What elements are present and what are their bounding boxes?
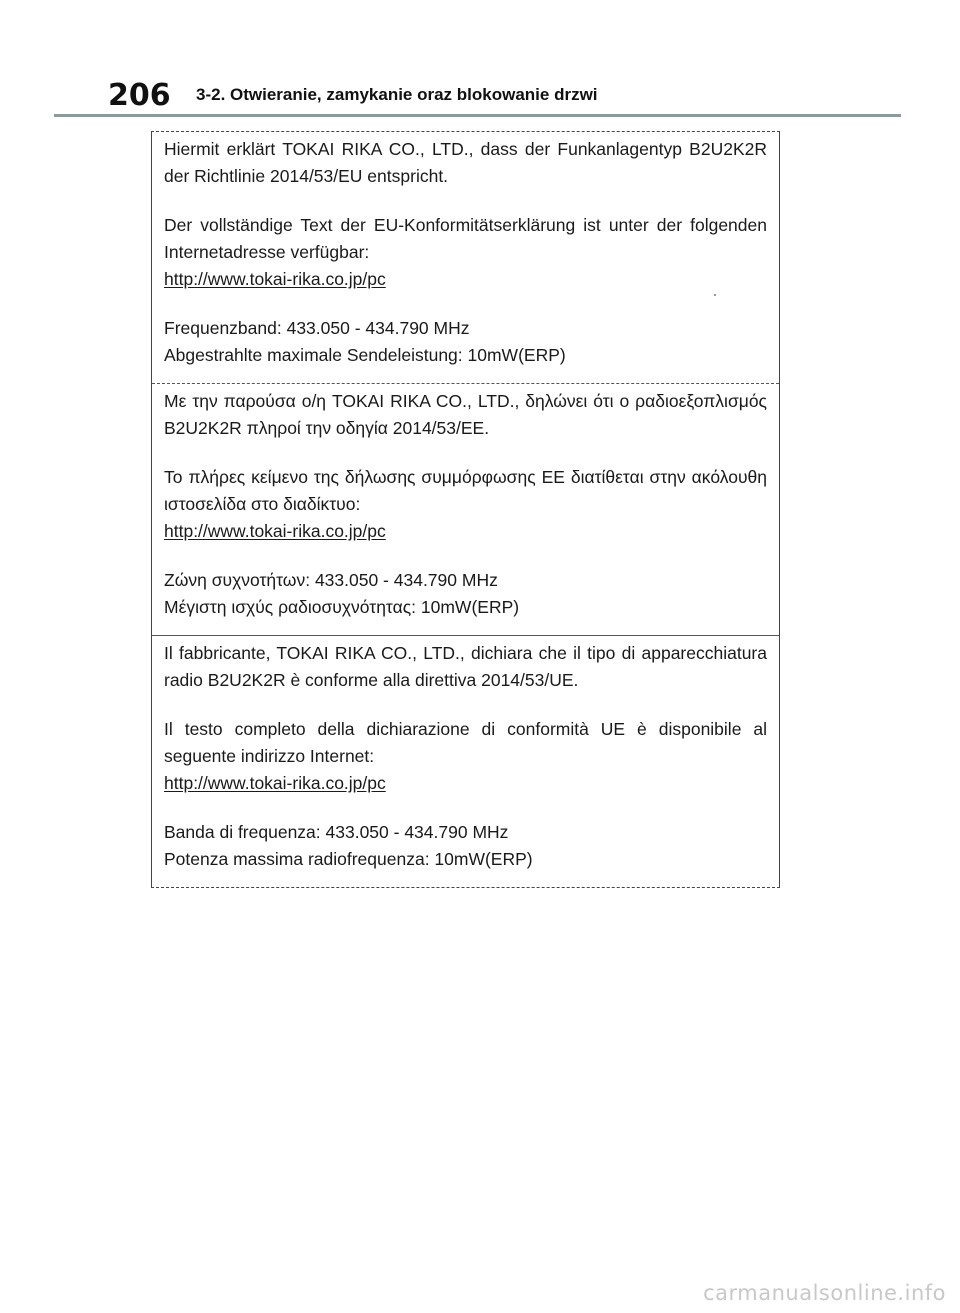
frequency-band-text: Ζώνη συχνοτήτων: 433.050 - 434.790 MHz [164,570,498,590]
max-power-text: Potenza massima radiofrequenza: 10mW(ERP) [164,849,533,869]
declaration-section-greek [152,383,779,635]
header-divider [54,114,901,117]
declaration-text: Il fabbricante, TOKAI RIKA CO., LTD., dichiara che il tipo di apparecchiatura radio B2U2K2R è conforme alla direttiva 2014/53/UE. [164,643,767,690]
declaration-text: Με την παρούσα ο/η TOKAI RIKA CO., LTD., δηλώνει ότι ο ραδιοεξοπλισμός B2U2K2R πληροί την οδηγία 2014/53/ΕΕ. [164,391,767,438]
availability-text: Il testo completo della dichiarazione di conformità UE è disponibile al seguente indirizzo Internet: [164,719,767,766]
declaration-url-link[interactable]: http://www.tokai-rika.co.jp/pc [164,521,386,541]
declaration-url-link[interactable]: http://www.tokai-rika.co.jp/pc [164,269,386,289]
section-title: 3-2. Otwieranie, zamykanie oraz blokowanie drzwi [196,85,598,104]
max-power-text: Abgestrahlte maximale Sendeleistung: 10mW(ERP) [164,345,566,365]
declaration-section-german [152,132,779,383]
scan-speck [714,294,716,296]
frequency-band-text: Frequenzband: 433.050 - 434.790 MHz [164,318,470,338]
eu-declaration-box [151,131,780,888]
declaration-url-link[interactable]: http://www.tokai-rika.co.jp/pc [164,773,386,793]
site-watermark: carmanualsonline.info [703,1281,946,1305]
availability-text: Το πλήρες κείμενο της δήλωσης συμμόρφωσης ΕΕ διατίθεται στην ακόλουθη ιστοσελίδα στο διαδίκτυο: [164,467,767,514]
frequency-band-text: Banda di frequenza: 433.050 - 434.790 MHz [164,822,509,842]
availability-text: Der vollständige Text der EU-Konformitätserklärung ist unter der folgenden Internetadresse verfügbar: [164,215,767,262]
max-power-text: Μέγιστη ισχύς ραδιοσυχνότητας: 10mW(ERP) [164,597,520,617]
page-header [108,78,598,112]
declaration-text: Hiermit erklärt TOKAI RIKA CO., LTD., dass der Funkanlagentyp B2U2K2R der Richtlinie 2014/53/EU entspricht. [164,139,767,186]
declaration-section-italian [152,635,779,887]
page-number: 206 [108,77,171,113]
